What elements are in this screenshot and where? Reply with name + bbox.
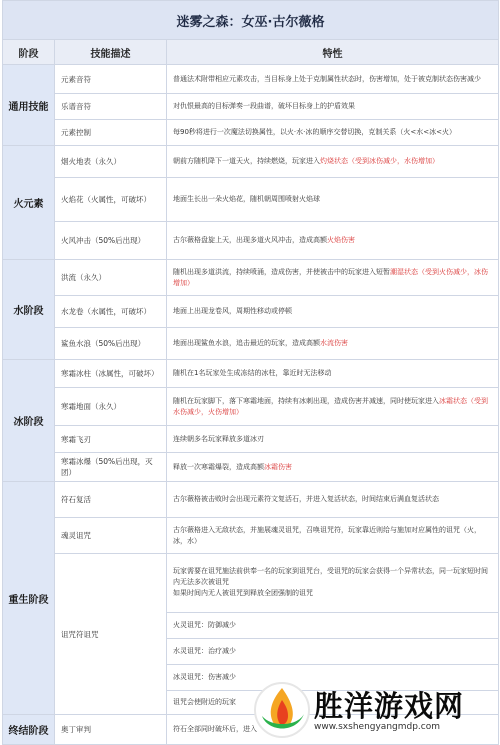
- skill-cell: 水龙卷（水属性，可破坏）: [55, 296, 167, 328]
- stage-cell: 重生阶段: [3, 482, 55, 715]
- table-row: [3, 453, 499, 482]
- desc-cell: [167, 453, 499, 482]
- table-row: [3, 260, 499, 296]
- watermark: [250, 680, 500, 742]
- curse-water: 水灵诅咒：治疗减少: [167, 638, 498, 664]
- table-row: [3, 120, 499, 146]
- desc-cell: 对仇恨最高的目标弹奏一段曲谱，破坏目标身上的护盾效果: [167, 94, 499, 120]
- header-stage: 阶段: [3, 40, 55, 65]
- table-title: 迷雾之森：女巫·古尔薇格: [3, 1, 499, 40]
- stage-cell: 通用技能: [3, 65, 55, 146]
- watermark-logo-icon: [252, 680, 312, 740]
- table-row: [3, 178, 499, 222]
- skill-cell: 烟火地表（永久）: [55, 146, 167, 178]
- header-feature: 特性: [167, 40, 499, 65]
- watermark-text: 胜洋游戏网: [314, 689, 465, 723]
- desc-cell: 普通法术附带相应元素攻击，当目标身上处于克制属性状态时，伤害增加，处于被克制状态伤害减少: [167, 65, 499, 94]
- stage-cell: 水阶段: [3, 260, 55, 360]
- skill-cell: 乐谱音符: [55, 94, 167, 120]
- skill-cell: 火焰花（火属性，可破坏）: [55, 178, 167, 222]
- curse-rule-note: 如果时间内无人被诅咒到释放全团强制的诅咒: [173, 589, 313, 598]
- table-row: [3, 328, 499, 360]
- desc-text: 古尔薇格盘旋上天，出现多道火风冲击，造成高额: [173, 236, 327, 244]
- desc-text: 随机在玩家脚下，落下寒霜地面，持续有冰刺出现，造成伤害并减速，同时使玩家进入: [173, 396, 439, 405]
- skill-cell: 元素音符: [55, 65, 167, 94]
- desc-cell: [167, 328, 499, 360]
- table-row: [3, 65, 499, 94]
- table-row: [3, 222, 499, 260]
- desc-cell: 古尔薇格被击败时会出现元素符文复活石，并进入复活状态，时间结束后满血复活状态: [167, 482, 499, 518]
- desc-cell: [167, 260, 499, 296]
- watermark-url: www.sxshengyangmdp.com: [314, 722, 441, 732]
- desc-text: 朝前方随机降下一道天火，持续燃烧，玩家进入: [173, 157, 320, 165]
- skill-cell: 符石复活: [55, 482, 167, 518]
- desc-cell: [167, 388, 499, 426]
- skill-cell: 洪流（永久）: [55, 260, 167, 296]
- table-row: [3, 146, 499, 178]
- skill-cell: 诅咒符诅咒: [55, 554, 167, 715]
- status-highlight: 冰霜伤害: [264, 462, 292, 471]
- desc-cell: 符石全部同时破坏后，进入: [167, 715, 499, 745]
- skill-cell: 魂灵诅咒: [55, 518, 167, 554]
- status-highlight: 火焰伤害: [327, 236, 355, 244]
- desc-text: 释放一次寒霜爆裂，造成高额: [173, 462, 264, 471]
- skill-cell: 鲨鱼水浪（50%后出现）: [55, 328, 167, 360]
- desc-cell: 每90秒将进行一次魔法切换属性，以火·水·冰的顺序交替切换，克制关系（火<水<冰<火）: [167, 120, 499, 146]
- table-row: [3, 482, 499, 518]
- stage-cell: 冰阶段: [3, 360, 55, 482]
- desc-cell: [167, 146, 499, 178]
- skill-cell: 火风冲击（50%后出现）: [55, 222, 167, 260]
- skill-cell: 寒霜冰柱（冰属性，可破坏）: [55, 360, 167, 388]
- skill-cell: 元素控制: [55, 120, 167, 146]
- skill-cell: 寒霜地面（永久）: [55, 388, 167, 426]
- table-row: [3, 94, 499, 120]
- curse-fire: 火灵诅咒：防御减少: [167, 612, 498, 638]
- status-highlight: 潮湿状态（受到火伤减少，冰伤增加）: [173, 267, 488, 287]
- status-highlight: 冰霜状态（受到水伤减少，火伤增加）: [173, 396, 488, 416]
- skill-cell: 寒霜飞刃: [55, 426, 167, 453]
- desc-cell: 地面生长出一朵火焰花，随机朝周围喷射火焰球: [167, 178, 499, 222]
- status-highlight: 水流伤害: [320, 339, 348, 347]
- skill-cell: 寒霜冰爆（50%后出现，灭团）: [55, 453, 167, 482]
- stage-cell: 终结阶段: [3, 715, 55, 745]
- desc-text: 地面出现鲨鱼水浪，追击最近的玩家，造成高额: [173, 339, 320, 347]
- table-row: [3, 296, 499, 328]
- table-row: [3, 360, 499, 388]
- desc-text: 随机出现多道洪流，持续喷涌，造成伤害，并使被击中的玩家进入短暂: [173, 267, 390, 276]
- desc-cell: 古尔薇格进入无敌状态，并施展魂灵诅咒，召唤诅咒符，玩家靠近则给与施加对应属性的诅咒（火，冰，水）: [167, 518, 499, 554]
- table-row: [3, 426, 499, 453]
- desc-cell: 连续朝多名玩家释放多道冰刃: [167, 426, 499, 453]
- skill-cell: 奥丁审判: [55, 715, 167, 745]
- desc-cell: [167, 222, 499, 260]
- stage-cell: 火元素: [3, 146, 55, 260]
- header-row: [3, 40, 499, 65]
- curse-ice: 冰灵诅咒：伤害减少: [167, 664, 498, 690]
- desc-cell: 随机在1名玩家处生成冻结的冰柱，靠近时无法移动: [167, 360, 499, 388]
- desc-cell: 地面上出现龙卷风，周期性移动或停顿: [167, 296, 499, 328]
- table-row: [3, 518, 499, 554]
- skill-table: [2, 0, 499, 745]
- curse-rule-cell: [167, 554, 498, 612]
- curse-rule-text: 玩家需要在诅咒施法前供奉一名的玩家到诅咒台，受诅咒的玩家会获得一个异常状态，同一玩家短时间内无法多次被诅咒: [173, 567, 488, 587]
- header-skill: 技能描述: [55, 40, 167, 65]
- status-highlight: 灼烧状态（受到冰伤减少，水伤增加）: [320, 157, 439, 165]
- curse-spread: 诅咒会使附近的玩家: [173, 697, 236, 706]
- table-row: [3, 388, 499, 426]
